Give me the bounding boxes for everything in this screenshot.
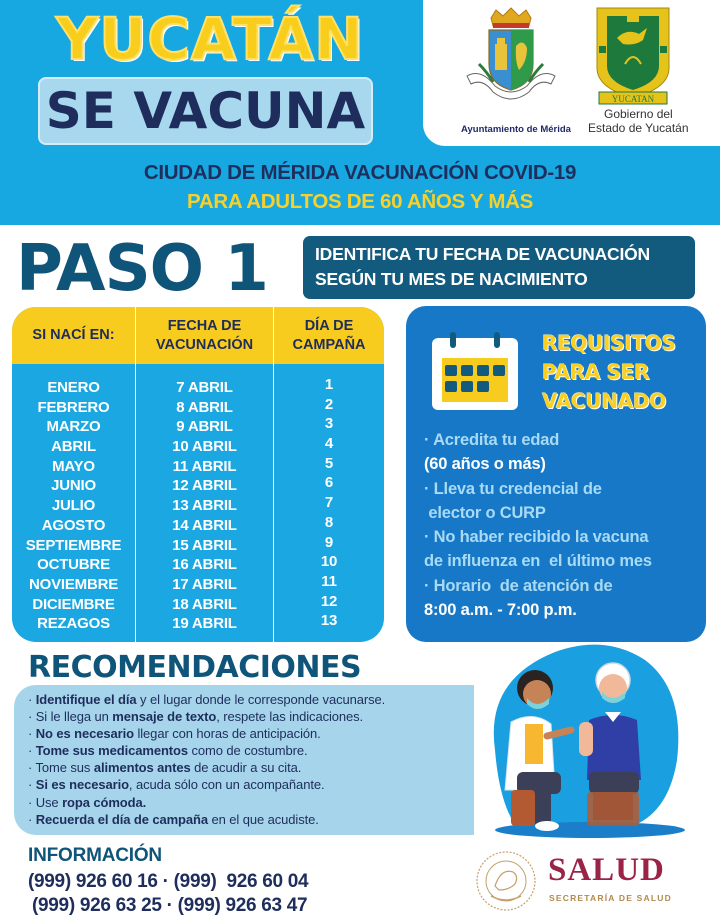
requirement-line: elector o CURP	[424, 503, 546, 522]
svg-text:YUCATAN: YUCATAN	[611, 94, 655, 104]
requirements-list	[424, 428, 704, 622]
phone-numbers-line2[interactable]: (999) 926 63 25 · (999) 926 63 47	[32, 895, 308, 916]
logos-panel	[423, 0, 720, 146]
table-cell-day: 12	[320, 592, 338, 610]
table-cell-day: 7	[324, 494, 334, 512]
table-cell-date: 13 ABRIL	[172, 497, 237, 515]
vaccination-schedule-table	[12, 307, 384, 642]
table-cell-date: 7 ABRIL	[176, 379, 233, 396]
table-cell-date: 9 ABRIL	[176, 418, 233, 436]
table-cell-month: JUNIO	[51, 477, 96, 495]
requirements-title: REQUISITOS PARA SER VACUNADO	[542, 331, 676, 413]
recommendation-item: · Identifique el día y el lugar donde le corresponde vacunarse.	[28, 692, 386, 707]
step-instruction-line2: SEGÚN TU MES DE NACIMIENTO	[315, 269, 588, 289]
table-cell-day: 1	[324, 376, 334, 393]
table-cell-day: 3	[324, 415, 334, 433]
requirement-line: 8:00 a.m. - 7:00 p.m.	[424, 601, 577, 620]
table-cell-day: 9	[324, 533, 334, 551]
recommendations-title: RECOMENDACIONES	[28, 650, 362, 685]
table-cell-day: 6	[324, 474, 334, 492]
table-cell-month: ENERO	[47, 379, 100, 396]
recommendation-item: · Si es necesario, acuda sólo con un acompañante.	[28, 777, 325, 793]
table-cell-day: 11	[321, 572, 337, 590]
salud-subtitle: SECRETARÍA DE SALUD	[549, 893, 672, 903]
header-birth-month: SI NACÍ EN:	[12, 307, 136, 364]
table-cell-month: AGOSTO	[41, 516, 106, 534]
recommendation-item: · Use ropa cómoda.	[28, 794, 147, 810]
calendar-icon	[430, 328, 520, 412]
table-cell-date: 12 ABRIL	[172, 477, 237, 495]
table-cell-month: MAYO	[52, 457, 95, 475]
subtitle-audience: PARA ADULTOS DE 60 AÑOS Y MÁS	[187, 190, 533, 213]
salud-logo-text: SALUD	[548, 852, 665, 888]
table-cell-month: ABRIL	[51, 438, 96, 456]
column-vaccination-date	[136, 364, 274, 642]
header-banner	[0, 0, 720, 225]
header-vaccination-date: FECHA DE VACUNACIÓN	[136, 307, 274, 364]
recommendation-item: · No es necesario llegar con horas de anticipación.	[28, 726, 321, 742]
table-cell-month: MARZO	[46, 418, 101, 436]
table-cell-day: 8	[324, 513, 334, 531]
table-cell-day: 4	[324, 435, 334, 453]
recommendation-item: · Tome sus alimentos antes de acudir a su cita.	[28, 760, 302, 776]
table-cell-month: REZAGOS	[37, 615, 110, 633]
yucatan-shield-icon	[593, 6, 673, 106]
requirement-line: · Acredita tu edad	[424, 431, 560, 449]
column-birth-month	[12, 364, 136, 642]
phone-numbers-line1[interactable]: (999) 926 60 16 · (999) 926 60 04	[28, 871, 309, 892]
merida-caption: Ayuntamiento de Mérida	[461, 124, 571, 135]
table-cell-month: JULIO	[51, 497, 96, 515]
table-cell-date: 17 ABRIL	[172, 575, 237, 593]
table-cell-date: 8 ABRIL	[176, 398, 233, 416]
recommendation-item: · Recuerda el día de campaña en el que acudiste.	[28, 811, 319, 827]
title-yucatan: YUCATÁN	[56, 5, 364, 73]
table-cell-date: 10 ABRIL	[172, 438, 237, 456]
requirement-line: (60 años o más)	[424, 455, 546, 474]
table-cell-date: 18 ABRIL	[172, 595, 237, 613]
requirements-panel	[406, 306, 706, 642]
table-cell-day: 10	[320, 553, 338, 571]
requirement-line: · Lleva tu credencial de	[424, 479, 602, 498]
table-cell-date: 19 ABRIL	[172, 615, 237, 633]
information-title: INFORMACIÓN	[28, 845, 162, 866]
column-campaign-day	[274, 364, 384, 642]
table-header	[12, 307, 384, 364]
recommendation-item: · Tome sus medicamentos como de costumbre.	[28, 743, 308, 759]
table-cell-date: 11 ABRIL	[172, 457, 237, 475]
table-cell-month: OCTUBRE	[37, 556, 110, 574]
table-cell-month: SEPTIEMBRE	[25, 536, 122, 554]
table-cell-day: 5	[324, 454, 334, 472]
step-label: PASO 1	[16, 232, 268, 306]
requirement-line: de influenza en el último mes	[424, 552, 652, 571]
table-cell-day: 13	[320, 612, 338, 630]
recommendations-list	[28, 691, 385, 828]
header-campaign-day: DÍA DE CAMPAÑA	[292, 317, 366, 353]
mexico-national-seal-icon	[475, 850, 537, 912]
title-se-vacuna: SE VACUNA	[38, 77, 373, 145]
table-cell-date: 15 ABRIL	[172, 536, 237, 554]
recommendation-item: · Si le llega un mensaje de texto, respete las indicaciones.	[28, 709, 364, 725]
step-instruction-line1: IDENTIFICA TU FECHA DE VACUNACIÓN	[315, 244, 650, 264]
table-cell-date: 16 ABRIL	[172, 556, 237, 574]
table-body	[12, 364, 384, 642]
vaccination-illustration-icon	[455, 640, 720, 840]
table-cell-month: DICIEMBRE	[32, 595, 115, 613]
merida-coat-of-arms-icon	[461, 6, 561, 114]
table-cell-date: 14 ABRIL	[172, 516, 237, 534]
table-cell-month: NOVIEMBRE	[28, 575, 119, 593]
requirement-line: · Horario de atención de	[424, 576, 613, 595]
table-cell-day: 2	[324, 395, 334, 413]
subtitle-city-campaign: CIUDAD DE MÉRIDA VACUNACIÓN COVID-19	[143, 161, 577, 184]
yucatan-caption-line1: Gobierno del	[604, 107, 673, 121]
step-instruction	[303, 236, 695, 299]
yucatan-caption-line2: Estado de Yucatán	[588, 121, 689, 135]
table-cell-month: FEBRERO	[37, 398, 110, 416]
requirement-line: · No haber recibido la vacuna	[424, 528, 649, 547]
